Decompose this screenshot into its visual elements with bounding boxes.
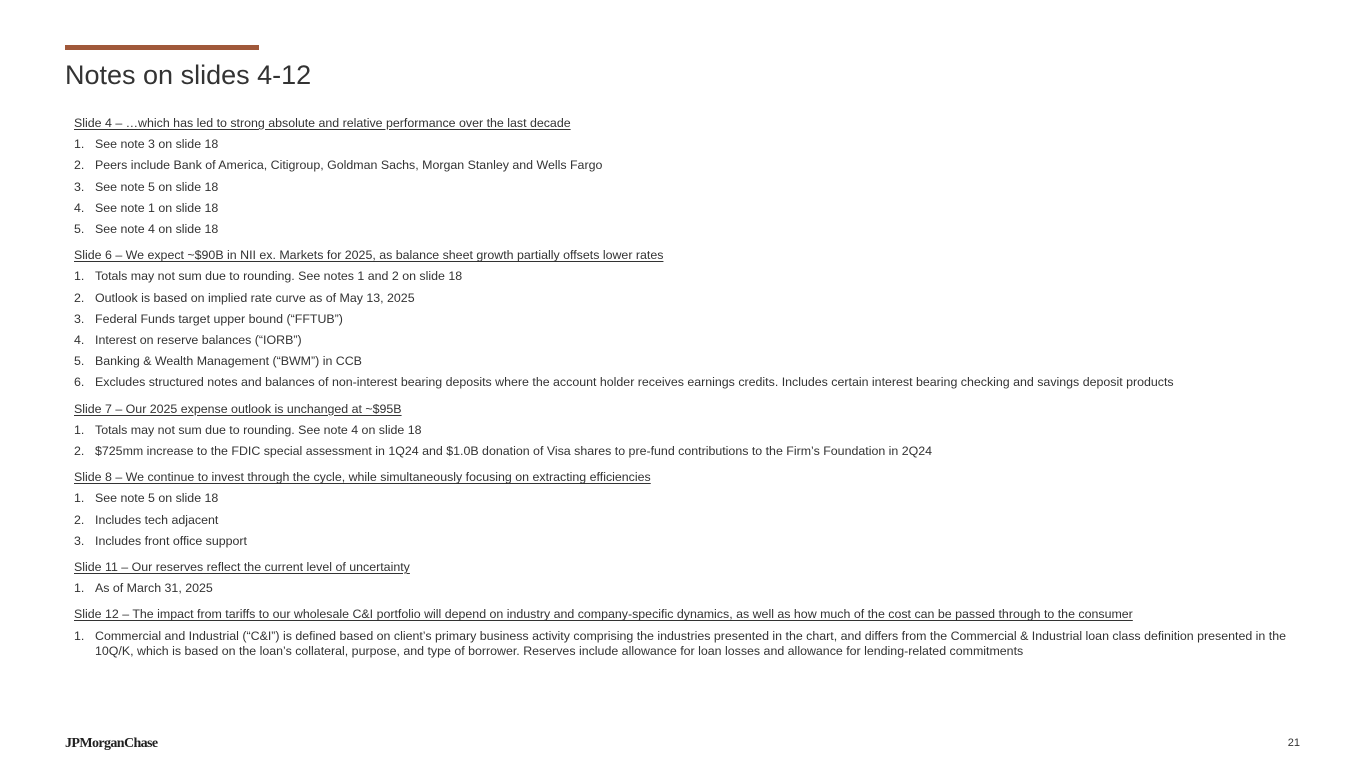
page-number: 21	[1287, 737, 1300, 749]
section-heading: Slide 12 – The impact from tariffs to our wholesale C&I portfolio will depend on industry and company-specific dynamics, as well as how much of the cost can be passed through to the consumer	[74, 607, 1133, 622]
note-number: 3.	[74, 533, 85, 548]
note-text: See note 1 on slide 18	[95, 200, 219, 215]
note-item	[74, 626, 1304, 662]
notes-container	[74, 113, 1304, 662]
page-title: Notes on slides 4-12	[65, 60, 312, 90]
notes-section	[74, 557, 1304, 599]
note-item	[74, 488, 1304, 509]
note-number: 2.	[74, 512, 85, 527]
note-number: 5.	[74, 222, 85, 237]
note-item	[74, 372, 1304, 393]
note-item	[74, 177, 1304, 198]
note-item	[74, 219, 1304, 240]
note-number: 3.	[74, 311, 85, 326]
notes-section	[74, 604, 1304, 662]
section-heading: Slide 6 – We expect ~$90B in NII ex. Markets for 2025, as balance sheet growth partially offsets lower rates	[74, 248, 664, 263]
note-text: As of March 31, 2025	[95, 581, 213, 596]
note-text: Interest on reserve balances (“IORB”)	[95, 333, 302, 348]
note-number: 2.	[74, 444, 85, 459]
note-number: 1.	[74, 581, 85, 596]
note-text: See note 5 on slide 18	[95, 179, 219, 194]
note-item	[74, 134, 1304, 155]
section-heading: Slide 4 – …which has led to strong absolute and relative performance over the last decade	[74, 116, 571, 130]
note-number: 2.	[74, 290, 85, 305]
title-accent-bar	[65, 45, 259, 50]
note-item	[74, 155, 1304, 176]
note-item	[74, 531, 1304, 552]
notes-section	[74, 113, 1304, 240]
note-text: Federal Funds target upper bound (“FFTUB”)	[95, 311, 343, 326]
note-item	[74, 351, 1304, 372]
note-text: Peers include Bank of America, Citigroup, Goldman Sachs, Morgan Stanley and Wells Fargo	[95, 158, 603, 173]
note-item	[74, 420, 1304, 441]
section-heading: Slide 11 – Our reserves reflect the current level of uncertainty	[74, 560, 410, 575]
notes-section	[74, 245, 1304, 393]
note-item	[74, 198, 1304, 219]
notes-section	[74, 399, 1304, 463]
note-number: 5.	[74, 354, 85, 369]
note-number: 1.	[74, 137, 85, 152]
note-text: See note 5 on slide 18	[95, 491, 219, 506]
note-number: 1.	[74, 491, 85, 506]
note-item	[74, 288, 1304, 309]
note-text: Totals may not sum due to rounding. See notes 1 and 2 on slide 18	[95, 269, 463, 284]
note-number: 1.	[74, 628, 85, 643]
note-text: Commercial and Industrial (“C&I”) is defined based on client’s primary business activity comprising the industries presented in the chart, and differs from the Commercial & Industrial loan class definition presented in the 10Q/K, which is based on the loan’s collateral, purpose, and type of borrower. Reserves include allowance for loan losses and allowance for lending-related commitments	[95, 628, 1286, 658]
company-logo: JPMorganChase	[65, 736, 158, 751]
note-text: Includes front office support	[95, 533, 247, 548]
note-number: 2.	[74, 158, 85, 173]
note-item	[74, 266, 1304, 287]
note-text: Totals may not sum due to rounding. See note 4 on slide 18	[95, 422, 422, 437]
note-text: $725mm increase to the FDIC special assessment in 1Q24 and $1.0B donation of Visa shares to pre-fund contributions to the Firm’s Foundation in 2Q24	[95, 444, 933, 459]
note-text: See note 4 on slide 18	[95, 222, 219, 237]
note-number: 3.	[74, 179, 85, 194]
note-number: 4.	[74, 333, 85, 348]
note-number: 1.	[74, 269, 85, 284]
note-text: Includes tech adjacent	[95, 512, 219, 527]
note-text: Outlook is based on implied rate curve as of May 13, 2025	[95, 290, 415, 305]
note-text: Excludes structured notes and balances of non-interest bearing deposits where the account holder receives earnings credits. Includes certain interest bearing checking and savings deposit products	[95, 375, 1174, 390]
notes-section	[74, 467, 1304, 552]
note-item	[74, 578, 1304, 599]
note-item	[74, 510, 1304, 531]
note-number: 4.	[74, 200, 85, 215]
section-heading: Slide 7 – Our 2025 expense outlook is unchanged at ~$95B	[74, 401, 402, 416]
section-heading: Slide 8 – We continue to invest through the cycle, while simultaneously focusing on extracting efficiencies	[74, 470, 651, 485]
note-item	[74, 441, 1304, 462]
note-item	[74, 330, 1304, 351]
note-item	[74, 309, 1304, 330]
note-number: 1.	[74, 422, 85, 437]
note-text: Banking & Wealth Management (“BWM”) in CCB	[95, 354, 362, 369]
note-number: 6.	[74, 375, 85, 390]
note-text: See note 3 on slide 18	[95, 137, 219, 152]
